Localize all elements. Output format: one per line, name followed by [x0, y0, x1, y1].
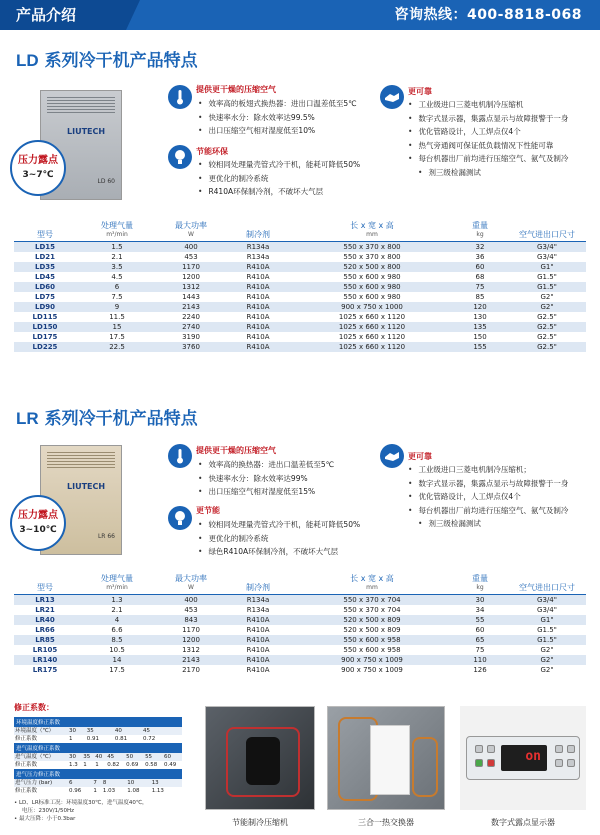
table-row — [14, 292, 586, 302]
correction-cell: 1.13 — [151, 788, 164, 794]
correction-cell: 1.08 — [127, 788, 140, 794]
correction-cell: 0.91 — [86, 736, 100, 742]
correction-cell: 1 — [83, 762, 87, 768]
bulb-icon — [168, 506, 192, 530]
correction-cell: 50 — [125, 753, 144, 761]
correction-cell — [178, 735, 182, 743]
spec-cell: G1.5" — [537, 626, 557, 634]
model-cell: LD115 — [32, 313, 58, 321]
spec-cell: 60 — [475, 626, 485, 634]
spec-cell: 1025 x 660 x 1120 — [292, 322, 452, 332]
spec-cell: 1170 — [158, 262, 224, 272]
lr-section-title: LR 系列冷干机产品特点 — [16, 409, 198, 429]
table-row — [14, 242, 586, 253]
spec-cell: G2" — [540, 646, 554, 654]
correction-cell: 40 — [94, 753, 106, 761]
model-cell: LR66 — [35, 626, 55, 634]
spec-cell: G1" — [508, 262, 586, 272]
model-cell: LD75 — [34, 293, 55, 301]
correction-cell: 0.72 — [143, 736, 156, 742]
spec-cell: G2" — [508, 302, 586, 312]
spec-cell: 2170 — [182, 666, 200, 674]
correction-cell: 6 — [68, 779, 92, 787]
spec-cell: 34 — [475, 606, 485, 614]
spec-cell: R134a — [246, 606, 270, 614]
table-row — [14, 302, 586, 312]
spec-cell: R410A — [246, 293, 270, 301]
lr-logo: LIUTECH — [67, 482, 106, 491]
correction-group-head: 进气压力修正系数 — [14, 769, 182, 779]
correction-cell: 45 — [106, 753, 125, 761]
correction-cell: 修正系数 — [15, 736, 38, 742]
spec-cell: 75 — [475, 646, 485, 654]
spec-cell: R410A — [246, 626, 270, 634]
spec-cell: 7.5 — [111, 293, 123, 301]
spec-cell: G2" — [508, 655, 586, 665]
heat-exchanger-shape — [370, 725, 410, 795]
correction-row — [14, 779, 182, 787]
spec-cell: R410A — [246, 313, 270, 321]
correction-cell: 35 — [82, 753, 94, 761]
model-cell: LR40 — [14, 615, 76, 625]
spec-cell: 14 — [76, 655, 158, 665]
correction-row — [14, 727, 182, 735]
correction-cell: 修正系数 — [15, 762, 38, 768]
spec-cell: 6 — [76, 282, 158, 292]
spec-cell: R410A — [224, 322, 292, 332]
spec-cell: G1" — [508, 615, 586, 625]
correction-cell: 0.82 — [107, 762, 120, 768]
spec-cell: 550 x 370 x 704 — [343, 606, 401, 614]
correction-cell — [178, 727, 182, 735]
correction-cell: 40 — [114, 727, 142, 735]
correction-row — [14, 787, 182, 795]
lr-model-plate: LR 66 — [97, 533, 115, 540]
spec-cell: 900 x 750 x 1009 — [292, 655, 452, 665]
spec-cell: 400 — [158, 595, 224, 606]
spec-cell: R410A — [224, 342, 292, 352]
spec-cell: 520 x 500 x 800 — [292, 262, 452, 272]
spec-cell: R410A — [224, 655, 292, 665]
spec-cell: 32 — [452, 242, 508, 253]
table-row — [14, 615, 586, 625]
spec-cell: G3/4" — [537, 253, 557, 261]
correction-row — [14, 735, 182, 743]
spec-cell: 2143 — [158, 655, 224, 665]
ld-spec-table — [14, 219, 586, 352]
spec-cell: 135 — [452, 322, 508, 332]
table-row — [14, 312, 586, 322]
spec-cell: 110 — [452, 655, 508, 665]
handshake-icon — [380, 85, 404, 109]
lr-table-header: 型号 处理气量 m³/min 最大功率 W 制冷剂 长 x 宽 x 高 mm 重量 kg 空气进出口尺寸 — [14, 572, 586, 595]
ld-section-title: LD 系列冷干机产品特点 — [16, 51, 198, 71]
thermometer-icon — [168, 85, 192, 109]
spec-cell: 10.5 — [109, 646, 125, 654]
correction-cell: 8 — [102, 779, 126, 787]
correction-cell — [179, 779, 182, 787]
model-cell: LD225 — [14, 342, 76, 352]
table-row — [14, 655, 586, 665]
spec-cell: R410A — [246, 333, 270, 341]
correction-cell: 30 — [68, 727, 86, 735]
spec-cell: 900 x 750 x 1000 — [292, 302, 452, 312]
spec-cell: 453 — [184, 253, 198, 261]
spec-cell: 8.5 — [76, 635, 158, 645]
model-cell: LD60 — [14, 282, 76, 292]
correction-cell: 10 — [126, 779, 150, 787]
spec-cell: G3/4" — [508, 242, 586, 253]
spec-cell: G3/4" — [508, 595, 586, 606]
table-row — [14, 605, 586, 615]
correction-cell: 13 — [151, 779, 175, 787]
lr-feat-list-2: • 较相同处理量壳管式冷干机，能耗可降低50% • 更优化的制冷系统 • 绿色R410A环保制冷剂，不破坏大气层 — [198, 518, 360, 559]
spec-cell: 453 — [184, 606, 198, 614]
spec-cell: 900 x 750 x 1009 — [341, 666, 403, 674]
display-readout: on — [525, 749, 541, 764]
spec-cell: 4 — [76, 615, 158, 625]
bulb-icon — [168, 145, 192, 169]
lr-dewpoint-badge: 压力露点 3~10℃ — [10, 495, 66, 551]
ld-feat-head-1: 提供更干燥的压缩空气 — [196, 85, 276, 94]
spec-cell: 2740 — [158, 322, 224, 332]
ld-feat-head-2: 节能环保 — [196, 147, 228, 156]
model-cell: LD21 — [34, 253, 55, 261]
lr-feat-head-3: 更可靠 — [408, 452, 432, 461]
spec-cell: 1312 — [158, 282, 224, 292]
ld-table-header: 型号 处理气量 m³/min 最大功率 W 制冷剂 长 x 宽 x 高 mm 重量 kg 空气进出口尺寸 — [14, 219, 586, 242]
model-cell: LD45 — [34, 273, 55, 281]
model-cell: LR85 — [14, 635, 76, 645]
correction-cell: 60 — [163, 753, 182, 761]
spec-cell: 2.1 — [111, 253, 123, 261]
spec-cell: R134a — [224, 242, 292, 253]
spec-cell: 2143 — [158, 302, 224, 312]
spec-cell: 1.3 — [76, 595, 158, 606]
spec-cell: 1.5 — [76, 242, 158, 253]
correction-cell: 55 — [144, 753, 163, 761]
correction-cell: 30 — [68, 753, 82, 761]
lr-feat-list-3: • 工业级进口三菱电机制冷压缩机； • 数字式显示器，集露点显示与故障报警于一身 • 优化管路设计，人工焊点仅4个 • 每台机器出厂前均进行压缩空气、氨气及制冷 • 剂三级检漏测试 — [408, 463, 568, 531]
display-screen — [501, 745, 547, 771]
compressor-photo — [205, 706, 315, 810]
correction-cell: 环境温度（℃） — [14, 727, 68, 735]
model-cell: LR13 — [14, 595, 76, 606]
correction-cell: 45 — [142, 727, 170, 735]
spec-cell: 1200 — [158, 635, 224, 645]
correction-cell: 进气温度（℃） — [14, 753, 68, 761]
model-cell: LR105 — [32, 646, 58, 654]
spec-cell: 550 x 600 x 980 — [343, 273, 401, 281]
lr-feat-list-1: • 效率高的换热器：进出口温差低至5℃ • 快速率水分：除水效率达99% • 出口压缩空气相对湿度低至15% — [198, 458, 334, 499]
correction-notes: • LD、LR标准工况：环境温度30℃，进气温度40℃， 电压：230V/1/50Hz • 最大压降：小于0.3bar — [14, 800, 148, 822]
spec-cell: R410A — [224, 262, 292, 272]
table-row — [14, 262, 586, 272]
spec-cell: 520 x 500 x 809 — [343, 626, 401, 634]
spec-cell: R410A — [224, 635, 292, 645]
table-row — [14, 595, 586, 606]
display-photo — [460, 706, 586, 810]
correction-cell: 7 — [92, 779, 101, 787]
correction-cell: 0.49 — [164, 762, 177, 768]
heat-exchanger-photo — [327, 706, 445, 810]
ld-logo: LIUTECH — [67, 127, 106, 136]
correction-group-head: 进气温度修正系数 — [14, 743, 182, 753]
handshake-icon — [380, 444, 404, 468]
spec-cell: 3190 — [182, 333, 200, 341]
model-cell: LD90 — [14, 302, 76, 312]
model-cell: LR21 — [35, 606, 55, 614]
spec-cell: 550 x 370 x 800 — [292, 242, 452, 253]
spec-cell: 30 — [452, 595, 508, 606]
model-cell: LD35 — [14, 262, 76, 272]
model-cell: LD175 — [32, 333, 58, 341]
correction-factors — [14, 702, 182, 823]
spec-cell: 85 — [475, 293, 485, 301]
correction-cell: 0.96 — [69, 788, 82, 794]
header-title: 产品介绍 — [0, 0, 126, 30]
spec-cell: 550 x 370 x 800 — [343, 253, 401, 261]
spec-cell: 550 x 600 x 958 — [292, 635, 452, 645]
table-row — [14, 635, 586, 645]
spec-cell: G1.5" — [508, 635, 586, 645]
spec-cell: 120 — [452, 302, 508, 312]
spec-cell: G2.5" — [508, 322, 586, 332]
spec-cell: G2" — [540, 293, 554, 301]
spec-cell: 550 x 370 x 704 — [292, 595, 452, 606]
correction-table — [14, 779, 182, 795]
spec-cell: G3/4" — [537, 606, 557, 614]
spec-cell: 1312 — [182, 646, 200, 654]
correction-cell: 1 — [93, 788, 97, 794]
correction-table — [14, 753, 182, 769]
spec-cell: R134a — [224, 595, 292, 606]
spec-cell: G2.5" — [508, 342, 586, 352]
ld-feat-list-2: • 较相同处理量壳管式冷干机，能耗可降低50% • 更优化的制冷系统 • R410A环保制冷剂，不破坏大气层 — [198, 158, 360, 199]
table-row — [14, 645, 586, 655]
spec-cell: R410A — [224, 282, 292, 292]
correction-cell: 1.03 — [102, 788, 116, 794]
spec-cell: R410A — [224, 302, 292, 312]
model-cell: LD150 — [14, 322, 76, 332]
ld-feat-list-3: • 工业级进口三菱电机制冷压缩机 • 数字式显示器，集露点显示与故障报警于一身 • 优化管路设计，人工焊点仅4个 • 热气旁通阀可保证低负载情况下性能可靠 • 每台机器出厂前均进行压缩空气、氨气及制冷 • 剂三级检漏测试 — [408, 98, 568, 179]
spec-cell: 6.6 — [111, 626, 123, 634]
correction-cell: 1.3 — [69, 762, 78, 768]
table-row — [14, 252, 586, 262]
lr-feat-head-1: 提供更干燥的压缩空气 — [196, 446, 276, 455]
ld-feat-list-1: • 效率高的板翅式换热器：进出口温差低至5℃ • 快速率水分：除水效率达99.5% • 出口压缩空气相对湿度低至10% — [198, 97, 357, 138]
spec-cell: 11.5 — [109, 313, 125, 321]
spec-cell: 1025 x 660 x 1120 — [338, 333, 406, 341]
spec-cell: 550 x 600 x 980 — [292, 282, 452, 292]
model-cell: LR140 — [14, 655, 76, 665]
spec-cell: R134a — [246, 253, 270, 261]
correction-title: 修正系数： — [14, 703, 54, 712]
table-row — [14, 342, 586, 352]
spec-cell: 400 — [158, 242, 224, 253]
correction-cell: 进气压力 (bar) — [14, 779, 68, 787]
correction-cell: 0.81 — [114, 736, 128, 742]
spec-cell: 1443 — [182, 293, 200, 301]
lr-feat-head-2: 更节能 — [196, 506, 220, 515]
correction-cell — [179, 787, 182, 795]
hotline: 咨询热线：400-8818-068 — [394, 7, 582, 23]
spec-cell: 17.5 — [109, 333, 125, 341]
spec-cell: 60 — [452, 262, 508, 272]
spec-cell: 126 — [473, 666, 487, 674]
spec-cell: 65 — [452, 635, 508, 645]
ld-model-plate: LD 60 — [97, 178, 115, 185]
header-bar — [0, 0, 600, 30]
correction-cell: 修正系数 — [15, 788, 38, 794]
spec-cell: R410A — [246, 273, 270, 281]
correction-table — [14, 727, 182, 743]
spec-cell: 15 — [76, 322, 158, 332]
spec-cell: 3.5 — [76, 262, 158, 272]
table-row — [14, 282, 586, 292]
display-panel — [466, 736, 580, 780]
correction-cell: 0.69 — [126, 762, 139, 768]
thermometer-icon — [168, 444, 192, 468]
spec-cell: 2240 — [182, 313, 200, 321]
spec-cell: 1025 x 660 x 1120 — [338, 313, 406, 321]
spec-cell: G2" — [540, 666, 554, 674]
caption-heat-exchanger: 三合一热交换器 — [358, 818, 414, 827]
spec-cell: G2.5" — [537, 333, 557, 341]
spec-cell: 1170 — [182, 626, 200, 634]
ld-dewpoint-badge: 压力露点 3~7℃ — [10, 140, 66, 196]
spec-cell: 130 — [473, 313, 487, 321]
spec-cell: R410A — [246, 666, 270, 674]
spec-cell: 4.5 — [111, 273, 123, 281]
table-row — [14, 625, 586, 635]
spec-cell: 520 x 500 x 809 — [292, 615, 452, 625]
lr-spec-table — [14, 572, 586, 675]
correction-group-head: 环境温度修正系数 — [14, 717, 182, 727]
correction-cell: 35 — [86, 727, 114, 735]
spec-cell: 3760 — [158, 342, 224, 352]
spec-cell: 150 — [473, 333, 487, 341]
spec-cell: R410A — [246, 646, 270, 654]
spec-cell: 550 x 600 x 958 — [343, 646, 401, 654]
table-row — [14, 322, 586, 332]
correction-row — [14, 753, 182, 761]
spec-cell: 1200 — [182, 273, 200, 281]
spec-cell: 22.5 — [76, 342, 158, 352]
spec-cell: 9 — [76, 302, 158, 312]
spec-cell: R410A — [224, 615, 292, 625]
spec-cell: G1.5" — [537, 273, 557, 281]
correction-cell: 1 — [95, 762, 99, 768]
correction-cell: 1 — [69, 736, 73, 742]
table-row — [14, 665, 586, 675]
table-row — [14, 332, 586, 342]
spec-cell: 1025 x 660 x 1120 — [292, 342, 452, 352]
caption-display: 数字式露点显示器 — [491, 818, 555, 827]
model-cell: LR175 — [32, 666, 58, 674]
spec-cell: 2.1 — [111, 606, 123, 614]
caption-compressor: 节能制冷压缩机 — [232, 818, 288, 827]
correction-row — [14, 761, 182, 769]
ld-feat-head-3: 更可靠 — [408, 87, 432, 96]
table-row — [14, 272, 586, 282]
spec-cell: 68 — [475, 273, 485, 281]
spec-cell: 155 — [452, 342, 508, 352]
spec-cell: 75 — [452, 282, 508, 292]
spec-cell: 55 — [452, 615, 508, 625]
spec-cell: 843 — [158, 615, 224, 625]
correction-cell: 0.58 — [145, 762, 158, 768]
spec-cell: G1.5" — [508, 282, 586, 292]
spec-cell: 36 — [475, 253, 485, 261]
spec-cell: 17.5 — [109, 666, 125, 674]
spec-cell: G2.5" — [537, 313, 557, 321]
model-cell: LD15 — [14, 242, 76, 253]
spec-cell: 550 x 600 x 980 — [343, 293, 401, 301]
